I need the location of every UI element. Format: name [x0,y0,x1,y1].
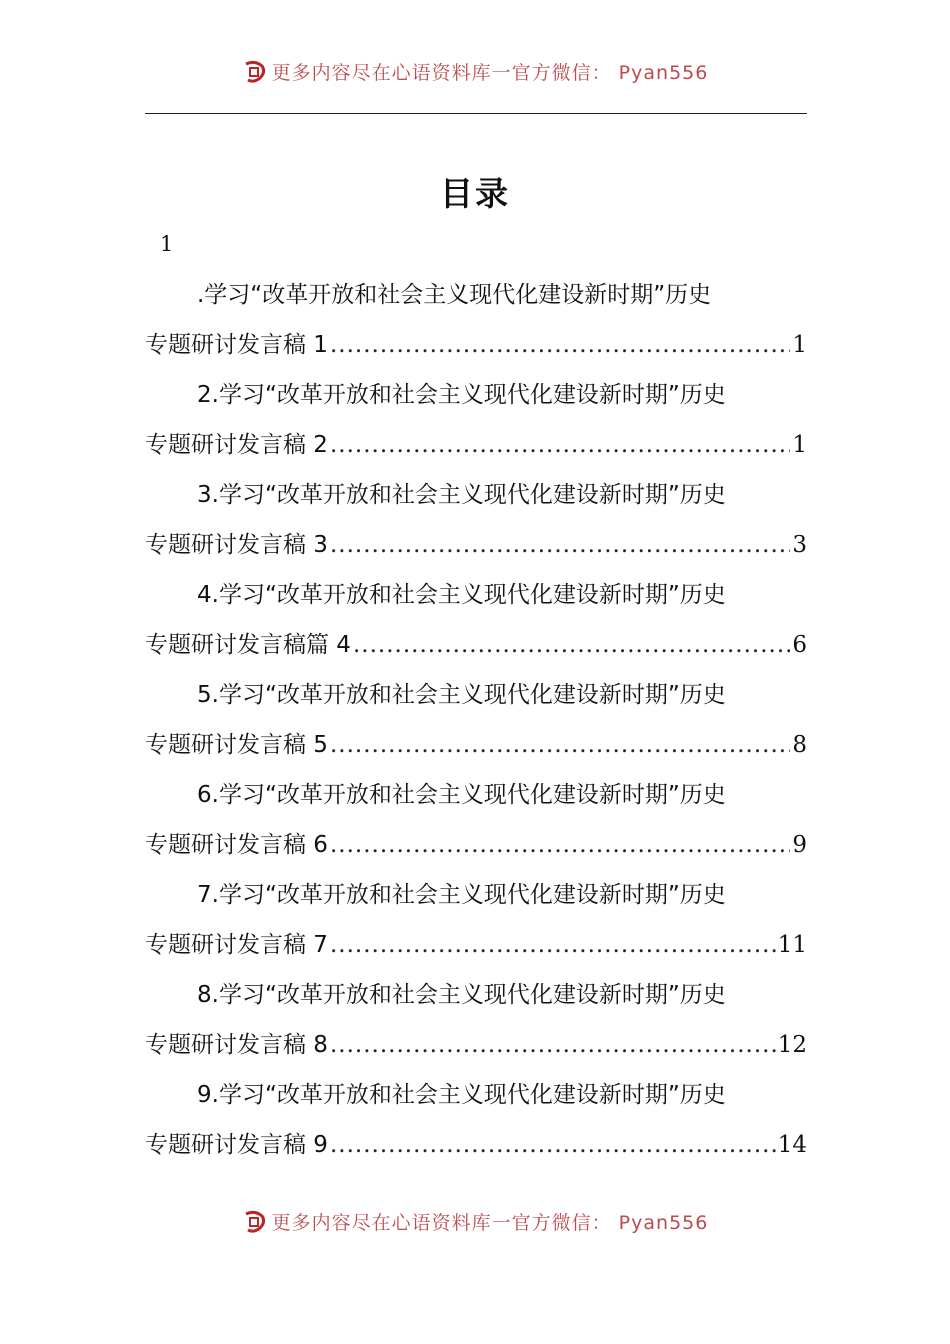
header-rule [145,113,807,114]
toc-entry-subtitle: 专题研讨发言稿 6 [145,832,328,858]
toc-entry[interactable] [145,470,807,570]
toc-entry-subtitle: 专题研讨发言稿 5 [145,732,328,758]
toc-entry-title: .学习“改革开放和社会主义现代化建设新时期”历史 [197,282,712,308]
toc-entry-subtitle: 专题研讨发言稿 2 [145,432,328,458]
toc-entry-title: 7.学习“改革开放和社会主义现代化建设新时期”历史 [197,882,726,908]
page-title: 目录 [440,174,510,213]
footer-banner-content [242,1208,709,1235]
toc-dot-leader [330,1120,776,1170]
toc-entry-subtitle-row [145,820,807,870]
toc-page-number: 3 [792,532,807,558]
footer-banner-text: 更多内容尽在心语资料库一官方微信： Pyan556 [271,1211,709,1234]
toc-entry-subtitle-row [145,720,807,770]
toc-entry[interactable] [145,370,807,470]
toc-entry[interactable] [145,970,807,1070]
toc-dot-leader [330,420,790,470]
toc-page-number: 8 [792,732,807,758]
header-banner-text: 更多内容尽在心语资料库一官方微信： Pyan556 [271,61,709,84]
toc-dot-leader [330,820,790,870]
toc-entry-title: 2.学习“改革开放和社会主义现代化建设新时期”历史 [197,382,726,408]
toc-entry-title: 5.学习“改革开放和社会主义现代化建设新时期”历史 [197,682,726,708]
header-banner-content [242,58,709,85]
toc-entry-subtitle: 专题研讨发言稿 8 [145,1032,328,1058]
toc-entry-title: 4.学习“改革开放和社会主义现代化建设新时期”历史 [197,582,726,608]
toc-entry-subtitle: 专题研讨发言稿 7 [145,932,328,958]
brand-logo-icon [242,1208,268,1234]
table-of-contents [145,270,807,1170]
brand-logo-icon [242,58,268,84]
toc-entry[interactable] [145,570,807,670]
toc-entry-subtitle-row [145,1120,807,1170]
toc-dot-leader [330,520,790,570]
toc-entry-subtitle-row [145,520,807,570]
toc-page-number: 9 [792,832,807,858]
toc-page-number: 14 [777,1132,807,1158]
toc-entry-subtitle-row [145,620,807,670]
toc-entry[interactable] [145,870,807,970]
header-banner [0,56,950,86]
toc-entry-title: 8.学习“改革开放和社会主义现代化建设新时期”历史 [197,982,726,1008]
toc-entry-subtitle: 专题研讨发言稿 1 [145,332,328,358]
toc-dot-leader [330,320,790,370]
toc-entry[interactable] [145,670,807,770]
toc-page-number: 1 [792,432,807,458]
toc-entry[interactable] [145,1070,807,1170]
toc-page-number: 1 [792,332,807,358]
toc-entry-subtitle-row [145,1020,807,1070]
toc-dot-leader [330,720,790,770]
toc-dot-leader [330,1020,776,1070]
toc-entry-subtitle-row [145,920,807,970]
toc-page-number: 6 [792,632,807,658]
toc-entry-subtitle-row [145,320,807,370]
toc-marker: 1 [160,232,174,256]
toc-entry[interactable] [145,270,807,370]
toc-dot-leader [330,920,776,970]
toc-entry[interactable] [145,770,807,870]
footer-banner [0,1206,950,1236]
toc-page-number: 11 [777,932,807,958]
toc-entry-title: 9.学习“改革开放和社会主义现代化建设新时期”历史 [197,1082,726,1108]
toc-entry-subtitle: 专题研讨发言稿 9 [145,1132,328,1158]
toc-entry-subtitle-row [145,420,807,470]
toc-dot-leader [353,620,790,670]
toc-entry-title: 3.学习“改革开放和社会主义现代化建设新时期”历史 [197,482,726,508]
toc-entry-subtitle: 专题研讨发言稿 3 [145,532,328,558]
toc-entry-subtitle: 专题研讨发言稿篇 4 [145,632,351,658]
toc-entry-title: 6.学习“改革开放和社会主义现代化建设新时期”历史 [197,782,726,808]
toc-page-number: 12 [777,1032,807,1058]
